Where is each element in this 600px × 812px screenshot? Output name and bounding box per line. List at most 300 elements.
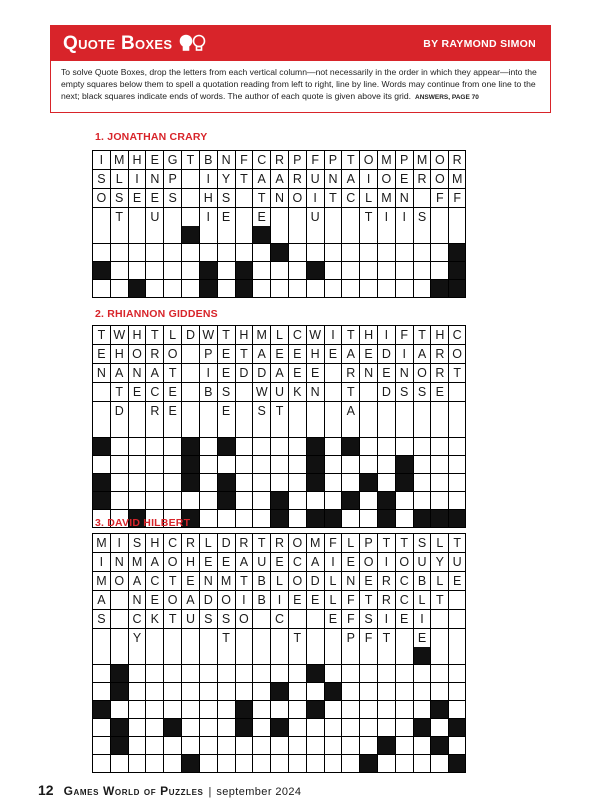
answer-square[interactable] [341, 737, 359, 755]
answer-square[interactable] [252, 420, 270, 438]
clue-letter [163, 629, 181, 647]
answer-square[interactable] [252, 262, 270, 280]
answer-square[interactable] [199, 474, 217, 492]
answer-square[interactable] [448, 474, 466, 492]
answer-square[interactable] [92, 755, 110, 773]
answer-square[interactable] [324, 438, 342, 456]
answer-square[interactable] [377, 474, 395, 492]
answer-square[interactable] [235, 226, 253, 244]
answer-square[interactable] [110, 474, 128, 492]
answer-square[interactable] [324, 665, 342, 683]
answer-square[interactable] [288, 420, 306, 438]
answer-square[interactable] [377, 280, 395, 298]
answer-square[interactable] [413, 492, 431, 510]
answer-square[interactable] [163, 456, 181, 474]
answer-square[interactable] [235, 665, 253, 683]
answer-square[interactable] [92, 280, 110, 298]
answer-square[interactable] [341, 420, 359, 438]
answer-square[interactable] [145, 755, 163, 773]
answer-square[interactable] [181, 492, 199, 510]
answer-square[interactable] [377, 683, 395, 701]
answer-square[interactable] [252, 755, 270, 773]
answer-square[interactable] [413, 262, 431, 280]
answer-square[interactable] [359, 510, 377, 528]
answer-square[interactable] [217, 510, 235, 528]
answer-square[interactable] [92, 719, 110, 737]
answer-square[interactable] [110, 420, 128, 438]
answer-square[interactable] [252, 510, 270, 528]
answer-square[interactable] [199, 665, 217, 683]
answer-square[interactable] [430, 719, 448, 737]
answer-square[interactable] [145, 262, 163, 280]
answer-square[interactable] [448, 420, 466, 438]
answer-square[interactable] [181, 665, 199, 683]
answer-square[interactable] [145, 701, 163, 719]
answer-square[interactable] [341, 456, 359, 474]
answer-square[interactable] [110, 226, 128, 244]
answer-square[interactable] [306, 226, 324, 244]
answer-square[interactable] [92, 244, 110, 262]
answer-square[interactable] [306, 492, 324, 510]
answer-square[interactable] [306, 737, 324, 755]
answer-square[interactable] [306, 244, 324, 262]
answer-square[interactable] [430, 226, 448, 244]
answer-square[interactable] [377, 665, 395, 683]
answer-square[interactable] [128, 474, 146, 492]
answer-square[interactable] [235, 510, 253, 528]
clue-letter: E [163, 402, 181, 420]
answer-square[interactable] [448, 665, 466, 683]
answer-square[interactable] [413, 226, 431, 244]
answer-square[interactable] [359, 420, 377, 438]
answer-square[interactable] [448, 226, 466, 244]
answer-square[interactable] [163, 665, 181, 683]
answer-square[interactable] [288, 262, 306, 280]
answer-square[interactable] [288, 226, 306, 244]
answer-square[interactable] [110, 456, 128, 474]
answer-square[interactable] [359, 683, 377, 701]
answer-square[interactable] [306, 719, 324, 737]
answer-square[interactable] [145, 474, 163, 492]
answer-square[interactable] [128, 737, 146, 755]
answer-square[interactable] [92, 683, 110, 701]
answer-square[interactable] [252, 280, 270, 298]
answer-square[interactable] [199, 683, 217, 701]
answer-square[interactable] [395, 510, 413, 528]
clue-letter: I [199, 208, 217, 226]
answer-square[interactable] [181, 280, 199, 298]
answer-square[interactable] [288, 701, 306, 719]
answer-square[interactable] [430, 755, 448, 773]
answer-square[interactable] [163, 492, 181, 510]
answer-square[interactable] [128, 456, 146, 474]
answer-square[interactable] [235, 492, 253, 510]
answer-square[interactable] [217, 701, 235, 719]
answer-square[interactable] [377, 755, 395, 773]
answer-square[interactable] [341, 280, 359, 298]
answer-square[interactable] [128, 262, 146, 280]
answer-square[interactable] [199, 755, 217, 773]
answer-square[interactable] [413, 755, 431, 773]
answer-square[interactable] [235, 755, 253, 773]
answer-square[interactable] [110, 262, 128, 280]
answer-square[interactable] [199, 420, 217, 438]
answer-square[interactable] [413, 280, 431, 298]
answer-square[interactable] [448, 492, 466, 510]
answer-square[interactable] [270, 420, 288, 438]
answer-square[interactable] [413, 683, 431, 701]
answer-square[interactable] [92, 226, 110, 244]
answer-square[interactable] [395, 737, 413, 755]
answer-square[interactable] [341, 719, 359, 737]
clue-letter: L [270, 326, 288, 344]
answer-square[interactable] [199, 510, 217, 528]
answer-square[interactable] [288, 244, 306, 262]
clue-letter: T [92, 326, 110, 344]
answer-square[interactable] [163, 683, 181, 701]
answer-square[interactable] [270, 701, 288, 719]
answer-square[interactable] [395, 755, 413, 773]
answer-square[interactable] [448, 647, 466, 665]
clue-letter: S [217, 189, 235, 207]
answer-square[interactable] [359, 456, 377, 474]
answer-square[interactable] [145, 647, 163, 665]
answer-square[interactable] [145, 683, 163, 701]
answer-square[interactable] [163, 280, 181, 298]
answer-square[interactable] [448, 701, 466, 719]
answer-square[interactable] [145, 438, 163, 456]
answer-square[interactable] [252, 492, 270, 510]
answer-square[interactable] [395, 719, 413, 737]
answer-square[interactable] [324, 226, 342, 244]
answer-square[interactable] [359, 737, 377, 755]
answer-square[interactable] [145, 226, 163, 244]
answer-square[interactable] [163, 226, 181, 244]
answer-square[interactable] [413, 438, 431, 456]
answer-square[interactable] [145, 719, 163, 737]
answer-square[interactable] [377, 420, 395, 438]
answer-square[interactable] [128, 683, 146, 701]
answer-square[interactable] [288, 719, 306, 737]
answer-square[interactable] [110, 492, 128, 510]
answer-square[interactable] [217, 226, 235, 244]
answer-square[interactable] [341, 683, 359, 701]
answer-square[interactable] [395, 226, 413, 244]
answer-square[interactable] [341, 647, 359, 665]
answer-square[interactable] [341, 244, 359, 262]
instructions-text: To solve Quote Boxes, drop the letters from each vertical column—not necessarily in the order in which they appear—into the empty squares below them to spell a quotation reading from left to right, line by line. Words may continue from one line to the next; black squares indicate ends of words. The author of each quote is given above its grid. [61, 67, 537, 101]
answer-square[interactable] [110, 755, 128, 773]
clue-letter: C [128, 610, 146, 628]
answer-square[interactable] [306, 420, 324, 438]
answer-square[interactable] [199, 226, 217, 244]
answer-square[interactable] [235, 683, 253, 701]
answer-square[interactable] [395, 438, 413, 456]
answer-square[interactable] [235, 456, 253, 474]
answer-square[interactable] [430, 492, 448, 510]
answer-square[interactable] [270, 262, 288, 280]
answer-square[interactable] [92, 737, 110, 755]
answer-square[interactable] [377, 226, 395, 244]
answer-square[interactable] [413, 701, 431, 719]
answer-square[interactable] [110, 647, 128, 665]
answer-square[interactable] [359, 438, 377, 456]
answer-square[interactable] [163, 262, 181, 280]
answer-square[interactable] [235, 438, 253, 456]
answer-square[interactable] [110, 438, 128, 456]
answer-square[interactable] [235, 737, 253, 755]
answer-square[interactable] [217, 737, 235, 755]
answer-square[interactable] [359, 226, 377, 244]
answer-square[interactable] [145, 280, 163, 298]
answer-square[interactable] [430, 647, 448, 665]
answer-square[interactable] [128, 244, 146, 262]
answer-square[interactable] [377, 456, 395, 474]
answer-square[interactable] [270, 647, 288, 665]
answer-square[interactable] [395, 244, 413, 262]
answer-square[interactable] [359, 719, 377, 737]
answer-square[interactable] [430, 244, 448, 262]
answer-square[interactable] [288, 647, 306, 665]
answer-square[interactable] [430, 420, 448, 438]
answer-square[interactable] [199, 701, 217, 719]
clue-letter: L [270, 572, 288, 590]
answer-square[interactable] [145, 492, 163, 510]
answer-square[interactable] [128, 647, 146, 665]
answer-square[interactable] [288, 474, 306, 492]
answer-square[interactable] [163, 701, 181, 719]
answer-square[interactable] [377, 244, 395, 262]
answer-square[interactable] [217, 665, 235, 683]
answer-square[interactable] [235, 244, 253, 262]
answer-square[interactable] [163, 438, 181, 456]
answer-square[interactable] [128, 492, 146, 510]
answer-square[interactable] [270, 226, 288, 244]
answer-square[interactable] [359, 262, 377, 280]
answer-square[interactable] [341, 665, 359, 683]
answer-square[interactable] [430, 438, 448, 456]
answer-square[interactable] [217, 280, 235, 298]
answer-square[interactable] [288, 683, 306, 701]
answer-square[interactable] [395, 701, 413, 719]
answer-square[interactable] [128, 719, 146, 737]
answer-square[interactable] [199, 456, 217, 474]
answer-square[interactable] [252, 701, 270, 719]
clue-letter: N [341, 572, 359, 590]
answer-square[interactable] [252, 438, 270, 456]
answer-square[interactable] [395, 683, 413, 701]
answer-square[interactable] [288, 438, 306, 456]
answer-square[interactable] [252, 683, 270, 701]
answer-square[interactable] [306, 647, 324, 665]
answer-square[interactable] [145, 420, 163, 438]
answer-square[interactable] [181, 683, 199, 701]
answer-square[interactable] [377, 647, 395, 665]
answer-square[interactable] [324, 719, 342, 737]
answer-square[interactable] [217, 647, 235, 665]
answer-square[interactable] [270, 280, 288, 298]
answer-square[interactable] [288, 280, 306, 298]
answer-square[interactable] [110, 244, 128, 262]
answer-square[interactable] [217, 244, 235, 262]
answer-square[interactable] [252, 719, 270, 737]
answer-square[interactable] [217, 262, 235, 280]
answer-square[interactable] [430, 665, 448, 683]
answer-square[interactable] [110, 280, 128, 298]
answer-square[interactable] [199, 719, 217, 737]
answer-square[interactable] [181, 262, 199, 280]
answer-square[interactable] [359, 647, 377, 665]
answer-square[interactable] [163, 755, 181, 773]
answer-square[interactable] [359, 280, 377, 298]
answer-square[interactable] [395, 492, 413, 510]
answer-square[interactable] [430, 683, 448, 701]
answer-square[interactable] [395, 647, 413, 665]
answer-square[interactable] [128, 665, 146, 683]
answer-square[interactable] [324, 737, 342, 755]
answer-square[interactable] [181, 420, 199, 438]
answer-square[interactable] [145, 456, 163, 474]
answer-square[interactable] [324, 244, 342, 262]
answer-square[interactable] [217, 456, 235, 474]
answer-square[interactable] [324, 492, 342, 510]
answer-square[interactable] [252, 737, 270, 755]
answer-square[interactable] [163, 244, 181, 262]
answer-square[interactable] [252, 647, 270, 665]
answer-square[interactable] [270, 456, 288, 474]
answer-square[interactable] [145, 665, 163, 683]
answer-square[interactable] [270, 474, 288, 492]
answer-square[interactable] [288, 492, 306, 510]
answer-square[interactable] [92, 647, 110, 665]
answer-square[interactable] [359, 665, 377, 683]
answer-square[interactable] [199, 492, 217, 510]
answer-square[interactable] [324, 755, 342, 773]
answer-square[interactable] [413, 420, 431, 438]
answer-square[interactable] [448, 456, 466, 474]
answer-square[interactable] [395, 280, 413, 298]
answer-square[interactable] [341, 701, 359, 719]
answer-square[interactable] [128, 701, 146, 719]
answer-square[interactable] [377, 438, 395, 456]
answer-square[interactable] [413, 244, 431, 262]
answer-square[interactable] [324, 420, 342, 438]
answer-square[interactable] [341, 755, 359, 773]
clue-letter: O [288, 572, 306, 590]
answer-square[interactable] [413, 474, 431, 492]
answer-square[interactable] [430, 262, 448, 280]
answer-square[interactable] [217, 683, 235, 701]
answer-square[interactable] [235, 474, 253, 492]
answer-square[interactable] [128, 420, 146, 438]
answer-square[interactable] [252, 244, 270, 262]
answer-square[interactable] [128, 755, 146, 773]
answer-square[interactable] [359, 701, 377, 719]
answer-square[interactable] [288, 665, 306, 683]
answer-square[interactable] [252, 474, 270, 492]
answer-square[interactable] [252, 665, 270, 683]
answer-square[interactable] [395, 262, 413, 280]
answer-square[interactable] [128, 226, 146, 244]
answer-square[interactable] [163, 737, 181, 755]
answer-square[interactable] [92, 456, 110, 474]
answer-square[interactable] [110, 701, 128, 719]
answer-square[interactable] [413, 737, 431, 755]
answer-square[interactable] [341, 510, 359, 528]
answer-square[interactable] [163, 647, 181, 665]
answer-square[interactable] [145, 244, 163, 262]
answer-square[interactable] [324, 474, 342, 492]
answer-square[interactable] [306, 755, 324, 773]
answer-square[interactable] [145, 737, 163, 755]
answer-square[interactable] [395, 665, 413, 683]
answer-square[interactable] [324, 456, 342, 474]
answer-square[interactable] [217, 755, 235, 773]
answer-square[interactable] [199, 647, 217, 665]
answer-square[interactable] [288, 456, 306, 474]
answer-square[interactable] [181, 737, 199, 755]
answer-square[interactable] [324, 262, 342, 280]
answer-square[interactable] [395, 420, 413, 438]
answer-square[interactable] [341, 474, 359, 492]
answer-square[interactable] [306, 683, 324, 701]
answer-square[interactable] [448, 438, 466, 456]
answer-square[interactable] [163, 474, 181, 492]
answer-square[interactable] [181, 719, 199, 737]
answer-square[interactable] [448, 737, 466, 755]
answer-square[interactable] [430, 456, 448, 474]
answer-square[interactable] [181, 244, 199, 262]
answer-square[interactable] [377, 262, 395, 280]
answer-square[interactable] [324, 647, 342, 665]
answer-square[interactable] [324, 280, 342, 298]
answer-square[interactable] [235, 420, 253, 438]
answer-square[interactable] [270, 737, 288, 755]
answer-square[interactable] [413, 665, 431, 683]
answer-square[interactable] [235, 647, 253, 665]
answer-square[interactable] [288, 737, 306, 755]
answer-square[interactable] [270, 755, 288, 773]
answer-square[interactable] [181, 701, 199, 719]
answer-square[interactable] [217, 420, 235, 438]
answer-square[interactable] [92, 665, 110, 683]
answer-square[interactable] [128, 438, 146, 456]
answer-square[interactable] [288, 510, 306, 528]
answer-square[interactable] [199, 244, 217, 262]
answer-square[interactable] [430, 474, 448, 492]
answer-square[interactable] [181, 647, 199, 665]
answer-square[interactable] [252, 456, 270, 474]
answer-square[interactable] [324, 701, 342, 719]
answer-square[interactable] [217, 719, 235, 737]
answer-square[interactable] [199, 737, 217, 755]
answer-square[interactable] [359, 244, 377, 262]
answer-square[interactable] [288, 755, 306, 773]
answer-square[interactable] [448, 683, 466, 701]
answer-square[interactable] [377, 719, 395, 737]
answer-square[interactable] [92, 420, 110, 438]
answer-square[interactable] [413, 456, 431, 474]
answer-square[interactable] [341, 262, 359, 280]
answer-square[interactable] [270, 665, 288, 683]
answer-square[interactable] [270, 438, 288, 456]
answer-square[interactable] [306, 280, 324, 298]
answer-square[interactable] [199, 438, 217, 456]
answer-square[interactable] [163, 420, 181, 438]
answer-square[interactable] [377, 701, 395, 719]
answer-square[interactable] [359, 492, 377, 510]
answer-square[interactable] [341, 226, 359, 244]
